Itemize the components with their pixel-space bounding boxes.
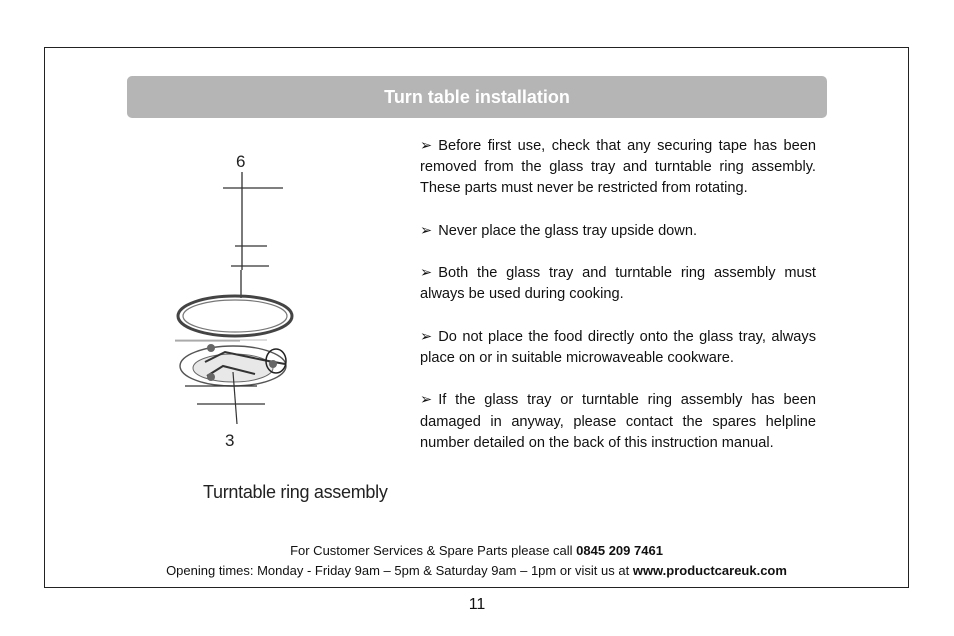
bullet-text: Never place the glass tray upside down. (438, 222, 698, 239)
arrow-bullet-icon: ➢ (420, 392, 433, 409)
arrow-bullet-icon: ➢ (420, 328, 433, 345)
bullet-item (420, 136, 816, 200)
footer (44, 541, 909, 580)
bullet-item (420, 221, 816, 242)
bullet-text: Both the glass tray and turntable ring assembly must always be used during cooking. (420, 265, 816, 303)
footer-phone-line (44, 541, 909, 561)
phone-number: 0845 209 7461 (576, 543, 663, 558)
footer-phone-prefix: For Customer Services & Spare Parts please call (290, 543, 577, 558)
arrow-bullet-icon: ➢ (420, 138, 433, 154)
turntable-diagram (145, 140, 410, 515)
section-title: Turn table installation (384, 86, 570, 107)
arrow-bullet-icon: ➢ (420, 222, 433, 239)
bullet-item (420, 327, 816, 369)
footer-hours-text: Opening times: Monday - Friday 9am – 5pm & Saturday 9am – 1pm or visit us at (166, 562, 633, 578)
page-number: 11 (468, 596, 486, 613)
figure-caption: Turntable ring assembly (203, 482, 388, 502)
website-link[interactable]: www.productcareuk.com (632, 562, 787, 578)
bullet-text: If the glass tray or turntable ring assembly has been damaged in anyway, please contact the spares helpline number detailed on the back of this instruction manual. (420, 392, 816, 451)
bullet-item (420, 390, 816, 454)
section-banner (127, 76, 827, 118)
bullet-item (420, 263, 816, 305)
instruction-list (420, 136, 816, 475)
diagram-label-6: 6 (236, 152, 246, 171)
bullet-text: Do not place the food directly onto the glass tray, always place on or in suitable microwaveable cookware. (420, 328, 816, 366)
footer-hours-line (44, 561, 909, 581)
arrow-bullet-icon: ➢ (420, 265, 433, 282)
diagram-label-3: 3 (225, 431, 235, 450)
bullet-text: Before first use, check that any securing tape has been removed from the glass tray and turntable ring assembly. These parts must never be restricted from rotating. (420, 138, 816, 197)
